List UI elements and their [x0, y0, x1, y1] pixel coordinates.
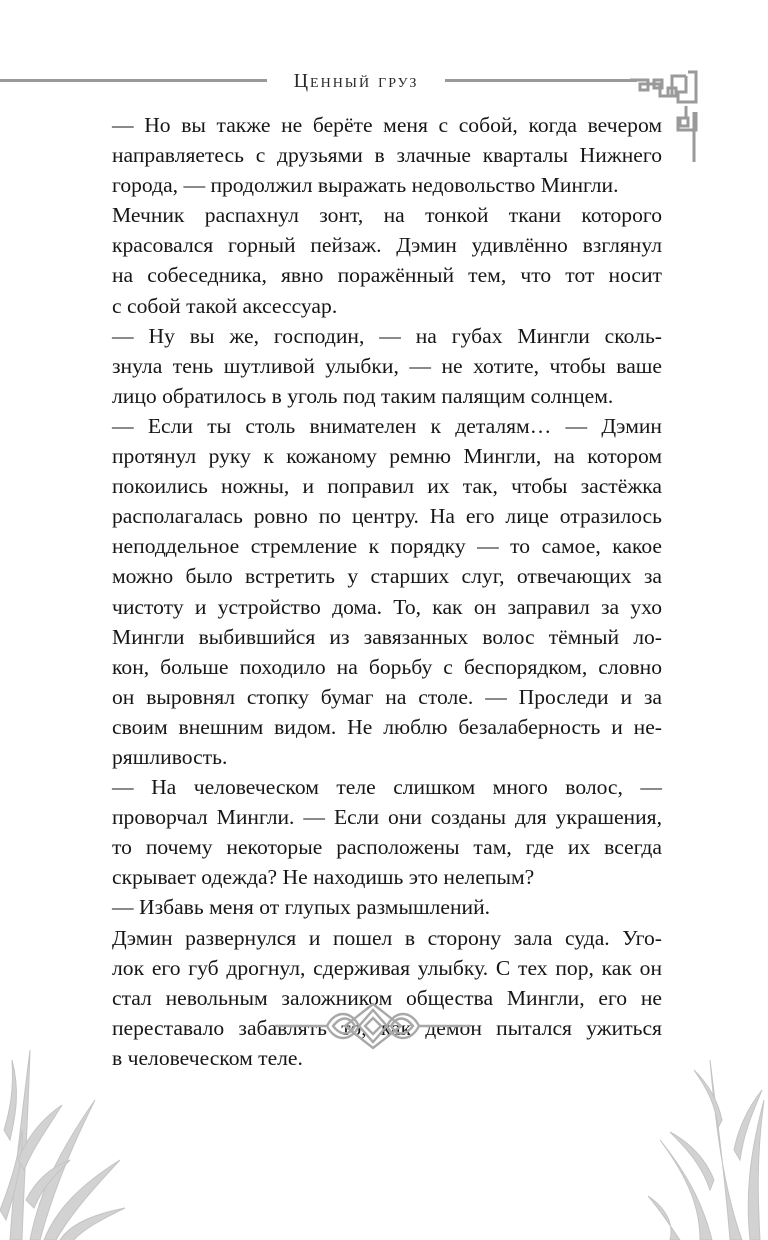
grass-leaves-icon	[0, 1010, 140, 1240]
text-line: Мингли выбившийся из завязанных волос тёмный ло-	[112, 624, 662, 649]
text-line: — Избавь меня от глупых размышлений.	[112, 895, 491, 920]
running-header-title: Ценный груз	[293, 70, 419, 92]
text-line: знула тень шутливой улыбки, — не хотите, чтобы ваше	[112, 353, 662, 378]
text-line: можно было встретить у старших слуг, отвечающих за	[112, 564, 662, 589]
text-line: протянул руку к кожаному ремню Мингли, на котором	[112, 444, 662, 469]
text-line: переставало забавлять то, как демон пытался ужиться	[112, 1015, 662, 1040]
text-line: в человеческом теле.	[112, 1045, 303, 1070]
body-text	[112, 110, 662, 1073]
text-line: на собеседника, явно поражённый тем, что тот носит	[112, 263, 662, 288]
text-line: лицо обратилось в уголь под таким палящим солнцем.	[112, 383, 614, 408]
text-line: то почему некоторые расположены там, где их всегда	[112, 835, 662, 860]
text-line: — Ну вы же, господин, — на губах Мингли сколь-	[112, 323, 662, 348]
text-line: располагалась ровно по центру. На его лице отразилось	[112, 504, 662, 529]
interlaced-knot-ornament-icon	[275, 1000, 471, 1052]
text-line: с собой такой аксессуар.	[112, 293, 338, 318]
text-line: — На человеческом теле слишком много волос, —	[112, 775, 662, 800]
text-line: скрывает одежда? Не находишь это нелепым?	[112, 865, 535, 890]
text-line: — Но вы также не берёте меня с собой, когда вечером	[112, 113, 662, 137]
text-line: проворчал Мингли. — Если они созданы для украшения,	[112, 805, 662, 830]
text-line: Дэмин развернулся и пошел в сторону зала суда. Уго-	[112, 925, 662, 950]
text-line: неподдельное стремление к порядку — то самое, какое	[112, 534, 662, 559]
text-line: — Если ты столь внимателен к деталям… — Дэмин	[112, 413, 662, 438]
text-line: Мечник распахнул зонт, на тонкой ткани которого	[112, 203, 662, 228]
text-line: стал невольным заложником общества Мингли, его не	[112, 985, 662, 1010]
text-line: лок его губ дрогнул, сдерживая улыбку. С тех пор, как он	[112, 955, 662, 980]
header-rule-left	[0, 79, 267, 82]
text-line: кон, больше походило на борьбу с беспорядком, словно	[112, 654, 662, 679]
text-line: чистоту и устройство дома. То, как он заправил за ухо	[112, 594, 662, 619]
text-line: направляетесь с друзьями в злачные кварталы Нижнего	[112, 143, 662, 168]
text-line: своим внешним видом. Не люблю безалаберность и не-	[112, 714, 662, 739]
text-line: ряшливость.	[112, 744, 228, 769]
grass-leaves-icon	[630, 1040, 768, 1240]
header-rule-right	[445, 79, 637, 82]
text-line: красовался горный пейзаж. Дэмин удивлённо взглянул	[112, 233, 662, 258]
text-line: он выровнял стопку бумаг на столе. — Проследи и за	[112, 684, 662, 709]
text-line: покоились ножны, и поправил их так, чтобы застёжка	[112, 474, 662, 499]
text-line: города, — продолжил выражать недовольство Мингли.	[112, 173, 619, 198]
